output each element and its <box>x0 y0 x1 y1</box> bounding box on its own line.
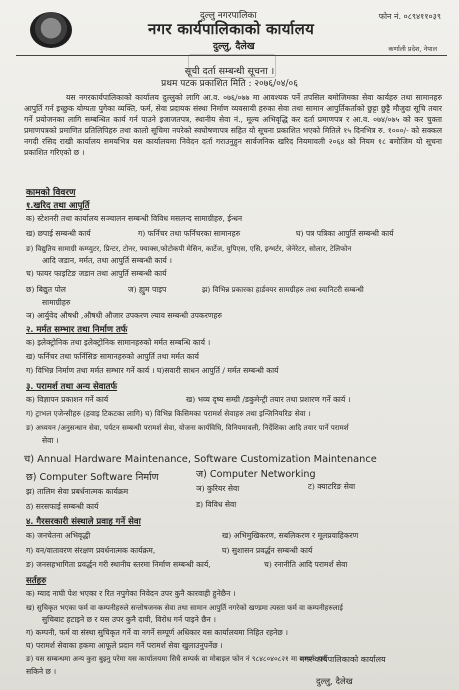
condition-item: ङ) यस सम्बन्धमा अन्य कुरा बुझ्नु परेमा यस कार्यालयमा सिधै सम्पर्क वा मोबाइल फोन नं ९८४८०४०८२१ मा सम्पर्क गर्न <box>26 654 327 663</box>
s2-item: ख) फर्निचर तथा फर्निसिङ सामानहरुको आपुर्ति तथा मर्मत कार्य <box>26 352 199 361</box>
s4-item: ग) वन/वातावरण संरक्षण प्रवर्धनात्मक कार्यक्रम, <box>26 546 156 555</box>
condition-item: ख) सुचिकृत भएका फर्म वा कम्पनीहरुले सन्तोषजनक सेवा तथा सामान आपुर्ति नगरेको खण्डमा त्यस्ता फर्म वा कम्पनीहरुलाई <box>26 603 343 612</box>
s1-item: ज) ह्युम पाइप <box>128 285 167 294</box>
s3-cleaning: ठ) सरसफाई सम्बन्धी कार्य <box>26 502 99 511</box>
s4-item: च) रनानीति आदि परामर्श सेवा <box>264 560 348 569</box>
s4-item: क) जनचेतना अभिवृद्धी <box>26 531 91 540</box>
condition-item: ग) कम्पनी, फर्म वा संस्था सुचिकृत गर्ने वा नगर्ने सम्पूर्ण अधिकार यस कार्यालयमा निहित रहनेछ । <box>26 628 288 637</box>
s1-item: ञ) आर्युवेद औषधी ,औषधी औजार उपकरण ल्याव सम्बन्धी उपकरणहरु <box>26 311 222 320</box>
condition-item: क) म्याद नाघी पेश भएका र रित नपुगेका निवेदन उपर कुनै कारवाही हुनेछैन । <box>26 589 236 598</box>
maintenance-line: च) Annual Hardware Maintenance, Software Customization Maintenance <box>24 454 377 465</box>
condition-item: सुचिबाट हटाइने छ र यस उपर कुनै दावी, विरोध गर्न पाइने छैन । <box>42 615 217 624</box>
government-emblem-icon <box>30 12 72 48</box>
s3-training: झ) तालिम सेवा प्रबर्धनात्मक कार्यक्रम <box>26 487 129 496</box>
s4-item: ङ) जनसहभागिता प्रवर्द्धन गरी स्थानीय स्तरमा निर्माण सम्बन्धी कार्य, <box>26 560 211 569</box>
s1-item: च) फायर फाइटिङ जडान तथा आपुर्ति सम्बन्धी कार्य <box>26 269 167 278</box>
section2-heading: २. मर्मत सम्भार तथा निर्माण तर्फ <box>26 325 128 335</box>
condition-item: घ) परामर्श सेवाका हकमा आफूले प्रदान गर्ने परामर्श सेवा खुलाउनुपर्नेछ । <box>26 641 223 650</box>
s3-item: ग) ट्राभल एजेन्सीहरु (हवाइ टिकटका लागि) घ) विभिन्न किसिमका परामर्श सेवाहरु तथा इन्जिनियरिङ सेवा । <box>26 409 311 418</box>
s3-courier: ञ) कुरियर सेवा <box>196 484 240 493</box>
condition-item: सकिने छ । <box>26 667 57 676</box>
office-subtitle: दुल्लु नगरपालिका <box>200 11 257 21</box>
s3-networking: ज) Computer Networking <box>196 469 316 480</box>
s1-item: छ) बिद्युत पोल <box>26 285 66 294</box>
signature-office: नगर कार्यपालिकाको कार्यालय <box>300 655 386 664</box>
s3-item: सेवा । <box>42 436 59 445</box>
s3-catering: ट) क्याटरिङ सेवा <box>308 482 356 491</box>
details-heading: कामको विवरण <box>26 188 76 198</box>
notice-date: प्रथम पटक प्रकाशित मिति : २०७६/०४/०६ <box>161 79 298 89</box>
section1-heading: १.खरिद तथा आपुर्ति <box>26 201 90 211</box>
s1-item: सामाग्रीहरु <box>42 298 71 307</box>
conditions-heading: सर्तहरु <box>26 576 47 586</box>
s1-item: ङ) विद्युतिय सामाग्री कम्प्युटर, प्रिन्टर, टोनर, फ्याक्स,फोटोकपी मेसिन, कार्टेज, युपिएस, एसि, इन्भर्टर, जेनेरेटर, सोलार, टेलिफोन <box>26 244 352 253</box>
s2-item: क) इलेक्ट्रोनिक तथा इलेक्ट्रोनिक सामानहरुको मर्मत सम्बन्धि कार्य । <box>26 338 211 347</box>
s1-item: ग) फर्निचर तथा फर्निचरका सामानहरु <box>138 229 241 238</box>
s3-item: ङ) अध्ययन /अनुसन्धान सेवा, पर्यटन सम्बन्धी परामर्श सेवा, योजना कार्यविधि, विनियमावली, निर्देशिका आदि तयार पार्ने परामर्श <box>26 423 349 432</box>
s1-item: घ) पत्र पत्रिका आपुर्ति सम्बन्धी कार्य <box>296 229 394 238</box>
signature-place: दुल्लु, दैलेख <box>316 677 353 687</box>
s2-item: ग) विभिन्न निर्माण तथा मर्मत सम्भार गर्ने कार्य । घ)सवारी साधन आपुर्ति / मर्मत सम्बन्धी कार्य <box>26 366 279 375</box>
office-place: दुल्लु, दैलेख <box>213 41 255 52</box>
s1-item: ख) छपाई सम्बन्धी कार्य <box>26 229 91 238</box>
s1-item: आदि जडान, मर्मत, तथा आपुर्ति सम्बन्धी कार्य । <box>42 256 173 265</box>
s4-item: ख) अभिमुखिकरण, सबलिकरण र मूलप्रवाहिकरण <box>222 531 359 540</box>
intro-paragraph: यस नगरकार्यपालिकाको कार्यालय दुल्लुको लागि आ.व. ०७६/०७७ मा आवश्यक पर्ने तपसिल बमोजिमका सेवा कार्यहरु तथा सामानहरु आपुर्ति गर्न इच्छुक योग्यता पुगेका व्यक्ति, फर्म, सेवा प्रदायक संस्था निर्माण व्यवसायी हरुका सेवा तथा सामान आपुर्तिकर्ताको छुट्टा छुट्टै मौजुदा सूचि तयार गर्ने प्रयोजनका लागि सम्बन्धित कार्य गर्न पाउने इजाजतपत्र, स्थानीय सेवा नं., मूल्य अभिवृद्धि कर दर्ता प्रमाणपत्र र आ.व. ०७४/०७५ को कर चुक्ता प्रमाणपत्रको प्रमाणित प्रतिलिपिहरु तथा कालो सूचिमा नपरेको स्वघोषणापत्र सहित यो सूचना प्रकाशित भएको मितिले १५ दिनभित्र रु. १०००/- को सक्कल नगदी रसिद राखी कार्यालय समयभित्र यस कार्यालयमा निवेदन दर्ता गराउनुहुन सार्वजनिक खरिद नियमावली २०६४ को नियम १८ बमोजिम यो सूचना प्रकाशित गरिएको छ । <box>24 93 442 158</box>
notice-title: सूची दर्ता सम्बन्धी सूचना । <box>184 66 275 77</box>
section3-heading: ३. परामर्श तथा अन्य सेवातर्फ <box>26 382 118 392</box>
office-title: नगर कार्यपालिकाको कार्यालय <box>148 20 315 38</box>
s1-item: क) स्टेशनरी तथा कार्यालय सञ्चालन सम्बन्धी विविध मसलन्द सामाग्रीहरु, ईन्धन <box>26 214 243 223</box>
s1-item: झ) विभिन्न प्रकारका हार्डवयर सामग्रीहरु तथा स्यानिटरी सम्बन्धी <box>202 285 364 294</box>
s3-misc: ड) विविध सेवा <box>196 500 237 509</box>
s3-software: छ) Computer Software निर्माण <box>26 472 159 483</box>
office-phone: फोन नं. ०८९४११०३९ <box>378 12 441 21</box>
s3-item: क) विज्ञापन प्रकाशन गर्ने कार्य <box>26 395 109 404</box>
s4-item: घ) सुशासन प्रवर्द्धन सम्बन्धी कार्य <box>222 546 313 555</box>
s3-item: ख) भव्य दृष्य सम्ग्री /डकुमेन्ट्री तयार तथा प्रशारण गर्ने कार्य । <box>186 395 351 404</box>
section4-heading: ४. गैरसरकारी संस्थाले प्रवाह गर्ने सेवा <box>26 517 141 527</box>
office-province: कर्णाली प्रदेश, नेपाल <box>388 45 437 53</box>
